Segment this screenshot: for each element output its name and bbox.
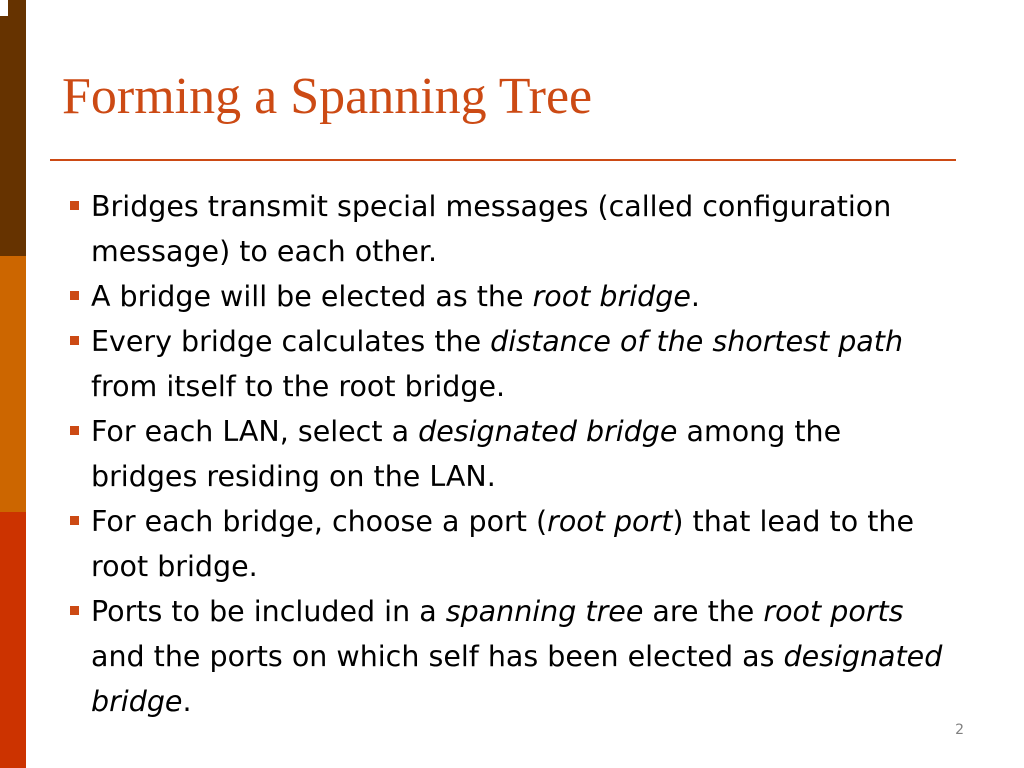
title-divider: [50, 159, 956, 161]
bullet-item: [68, 499, 948, 589]
left-stripe-bottom: [0, 512, 26, 768]
bullet-emphasis-text: designated bridge: [418, 415, 678, 448]
bullet-text: For each LAN, select a: [91, 415, 419, 448]
bullet-item: [68, 274, 948, 319]
bullet-text: A bridge will be elected as the: [91, 280, 533, 313]
bullet-text: Ports to be included in a: [91, 595, 446, 628]
slide-title: Forming a Spanning Tree: [62, 68, 593, 125]
corner-notch: [0, 0, 8, 16]
bullet-text: For each bridge, choose a port (: [91, 505, 548, 538]
page-number: 2: [955, 722, 964, 738]
square-bullet-icon: [70, 291, 79, 300]
bullet-item: [68, 319, 948, 409]
bullet-emphasis-text: designated bridge: [91, 640, 943, 718]
square-bullet-icon: [70, 336, 79, 345]
bullet-text: Every bridge calculates the: [91, 325, 491, 358]
bullet-text: and the ports on which self has been elected as: [91, 640, 784, 673]
bullet-item: [68, 589, 948, 724]
bullet-text: are the: [643, 595, 764, 628]
bullet-text: .: [182, 685, 192, 718]
bullet-text: from itself to the root bridge.: [91, 370, 506, 403]
left-stripe-middle: [0, 256, 26, 512]
square-bullet-icon: [70, 426, 79, 435]
square-bullet-icon: [70, 606, 79, 615]
bullet-text: ) that lead to the root bridge.: [91, 505, 914, 583]
bullet-item: [68, 184, 948, 274]
bullet-text: Bridges transmit special messages (called configuration message) to each other.: [91, 190, 892, 268]
bullet-item: [68, 409, 948, 499]
bullet-text: among the bridges residing on the LAN.: [91, 415, 842, 493]
bullet-emphasis-text: spanning tree: [445, 595, 644, 628]
bullet-emphasis-text: root bridge: [532, 280, 691, 313]
square-bullet-icon: [70, 201, 79, 210]
bullet-emphasis-text: root ports: [763, 595, 904, 628]
bullet-emphasis-text: root port: [547, 505, 673, 538]
bullet-text: .: [690, 280, 700, 313]
bullet-emphasis-text: distance of the shortest path: [490, 325, 904, 358]
left-stripe-top: [0, 0, 26, 256]
square-bullet-icon: [70, 516, 79, 525]
bullet-list: [68, 184, 948, 724]
